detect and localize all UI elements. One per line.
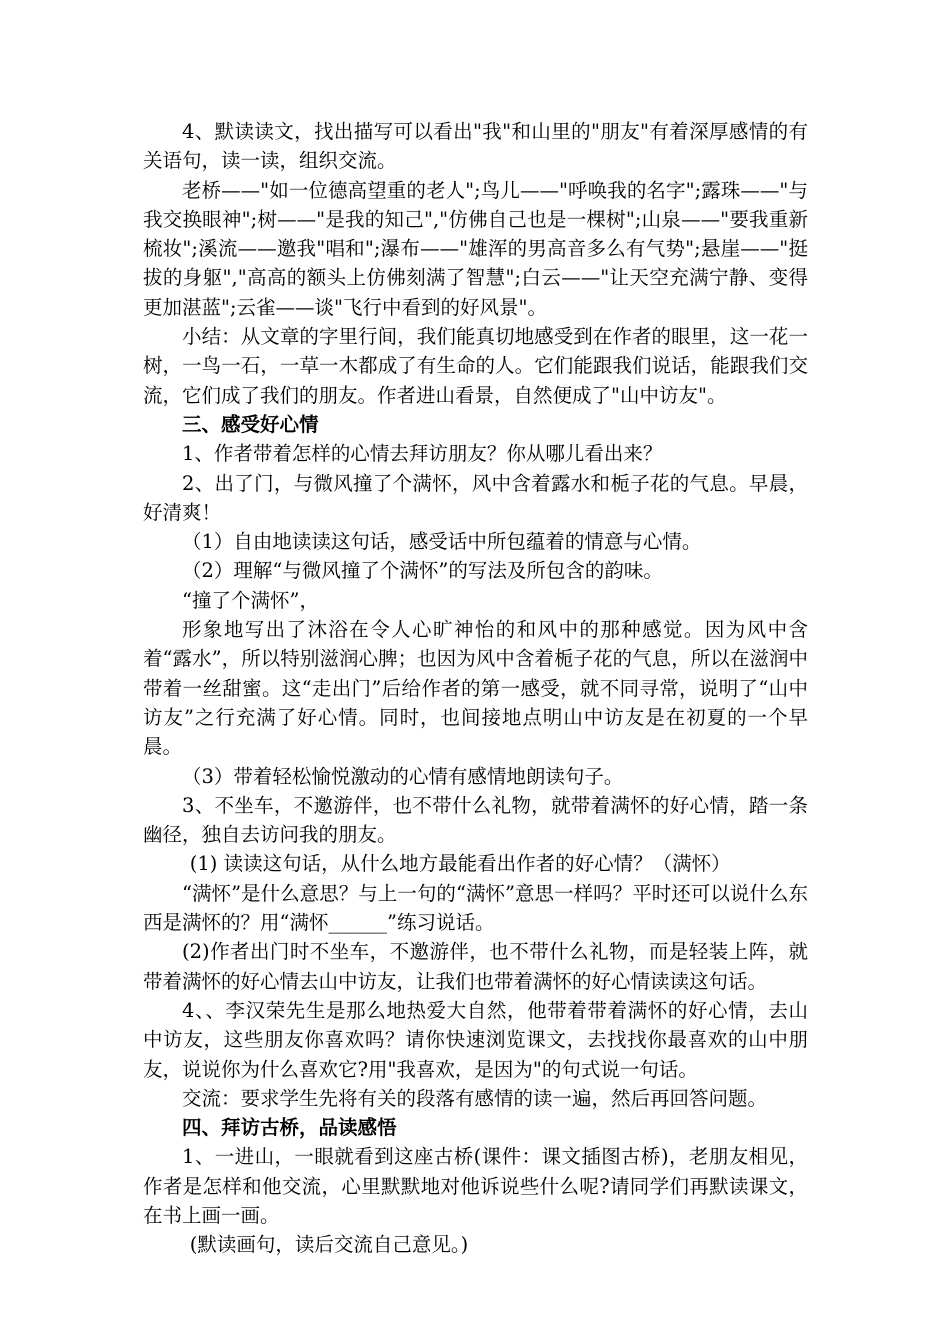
paragraph-16: 4、、李汉荣先生是那么地热爱大自然，他带着带着满怀的好心情，去山中访友，这些朋友你喜欢吗？请你快速浏览课文，去找找你最喜欢的山中朋友，说说你为什么喜欢它?用"我喜欢，是因为"的句式说一句话。: [143, 998, 808, 1081]
paragraph-2: 老桥——"如一位德高望重的老人";鸟儿——"呼唤我的名字";露珠——"与我交换眼神";树——"是我的知己","仿佛自己也是一棵树";山泉——"要我重新梳妆";溪流——邀我"唱和";瀑布——"雄浑的男高音多么有气势";悬崖——"挺拔的身躯","高高的额头上仿佛刻满了智慧";白云——"让天空充满宁静、变得更加湛蓝";云雀——谈"飞行中看到的好风景"。: [143, 178, 808, 319]
paragraph-19: 1、一进山，一眼就看到这座古桥(课件：课文插图古桥)，老朋友相见，作者是怎样和他交流，心里默默地对他诉说些什么呢?请同学们再默读课文，在书上画一画。: [143, 1145, 808, 1227]
paragraph-8: （2）理解“与微风撞了个满怀”的写法及所包含的韵味。: [182, 559, 663, 583]
paragraph-6: 2、出了门，与微风撞了个满怀，风中含着露水和栀子花的气息。早晨，好清爽！: [143, 471, 808, 524]
paragraph-17: 交流：要求学生先将有关的段落有感情的读一遍，然后再回答问题。: [182, 1086, 768, 1110]
paragraph-14: “满怀”是什么意思？与上一句的“满怀”意思一样吗？平时还可以说什么东西是满怀的？用“满怀______”练习说话。: [143, 881, 808, 935]
paragraph-5: 1、作者带着怎样的心情去拜访朋友？你从哪儿看出来？: [182, 442, 663, 466]
paragraph-11: （3）带着轻松愉悦激动的心情有感情地朗读句子。: [182, 764, 624, 788]
paragraph-20: (默读画句，读后交流自己意见。): [189, 1233, 469, 1257]
document-page: [143, 117, 808, 1260]
paragraph-7: （1）自由地读读这句话，感受话中所包蕴着的情意与心情。: [182, 530, 702, 554]
paragraph-15: (2)作者出门时不坐车，不邀游伴，也不带什么礼物，而是轻装上阵，就带着满怀的好心情去山中访友，让我们也带着满怀的好心情读读这句话。: [143, 940, 808, 993]
section-heading-4: 四、拜访古桥，品读感悟: [182, 1116, 397, 1140]
paragraph-12: 3、不坐车，不邀游伴，也不带什么礼物，就带着满怀的好心情，踏一条幽径，独自去访问我的朋友。: [143, 793, 808, 847]
paragraph-9: “撞了个满怀”，: [182, 588, 319, 612]
section-heading-3: 三、感受好心情: [182, 412, 319, 436]
paragraph-13: (1) 读读这句话，从什么地方最能看出作者的好心情？（满怀）: [189, 852, 731, 876]
paragraph-10: 形象地写出了沐浴在令人心旷神怡的和风中的那种感觉。因为风中含着“露水”，所以特别滋润心脾；也因为风中含着栀子花的气息，所以在滋润中带着一丝甜蜜。这“走出门”后给作者的第一感受，就不同寻常，说明了“山中访友”之行充满了好心情。同时，也间接地点明山中访友是在初夏的一个早晨。: [143, 618, 808, 759]
paragraph-3: 小结：从文章的字里行间，我们能真切地感受到在作者的眼里，这一花一树，一鸟一石，一草一木都成了有生命的人。它们能跟我们说话，能跟我们交流，它们成了我们的朋友。作者进山看景，自然便成了"山中访友"。: [143, 325, 808, 407]
paragraph-1: 4、默读读文，找出描写可以看出"我"和山里的"朋友"有着深厚感情的有关语句，读一读，组织交流。: [143, 120, 808, 173]
